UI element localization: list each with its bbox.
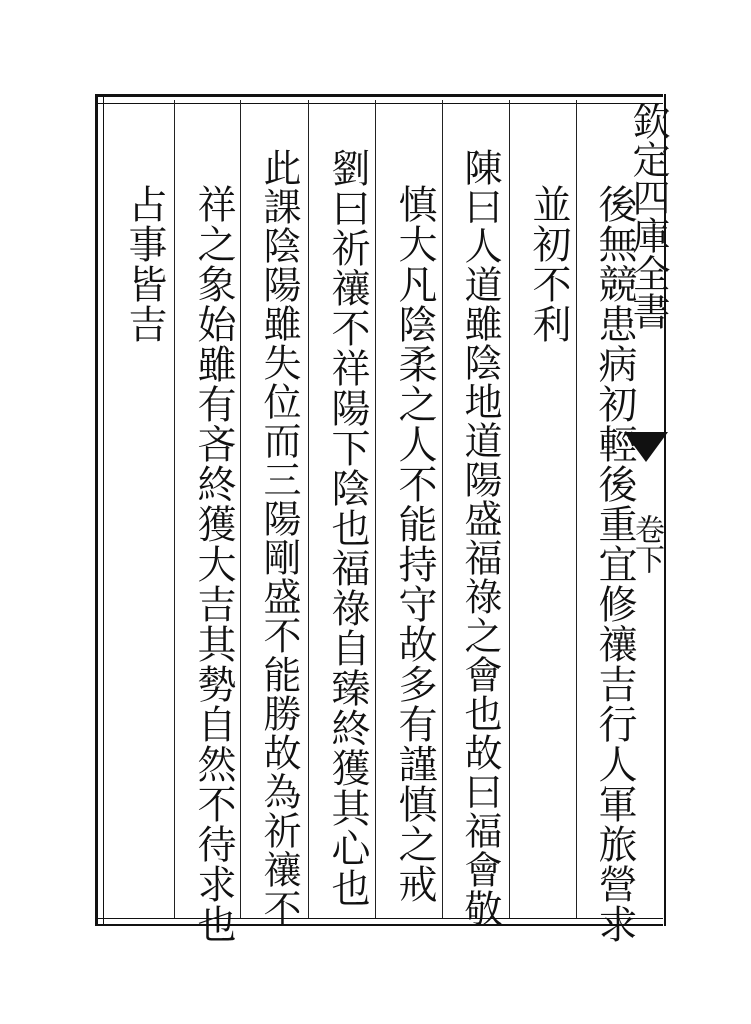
column-rule — [240, 100, 241, 918]
column-rule — [174, 100, 175, 918]
frame-bottom-border — [95, 918, 663, 926]
volume-label: 卷下 — [629, 514, 664, 574]
column-rule — [442, 100, 443, 918]
column-rule — [509, 100, 510, 918]
text-column-2: 並初不利 — [526, 184, 571, 344]
book-title: 欽定四庫全書 — [626, 102, 670, 330]
text-column-5: 劉曰祈禳不祥陽下陰也福祿自臻終獲其心也 — [325, 148, 370, 908]
frame-left-border — [95, 94, 104, 926]
text-column-1: 後無競患病初輕後重宜修禳吉行人軍旅營求 — [592, 184, 637, 944]
text-column-6: 此課陰陽雖失位而三陽剛盛不能勝故為祈禳不 — [257, 148, 301, 928]
frame-top-border — [95, 94, 663, 104]
column-rule — [576, 100, 577, 918]
text-column-8: 占事皆吉 — [122, 184, 167, 344]
column-rule — [308, 100, 309, 918]
column-rule — [375, 100, 376, 918]
text-column-7: 祥之象始雖有吝終獲大吉其勢自然不待求也 — [191, 184, 236, 944]
text-column-4: 慎大凡陰柔之人不能持守故多有謹慎之戒 — [392, 184, 437, 904]
gutter-rule — [664, 94, 666, 926]
text-column-3: 陳曰人道雖陰地道陽盛福祿之會也故曰福會敬 — [458, 148, 502, 928]
